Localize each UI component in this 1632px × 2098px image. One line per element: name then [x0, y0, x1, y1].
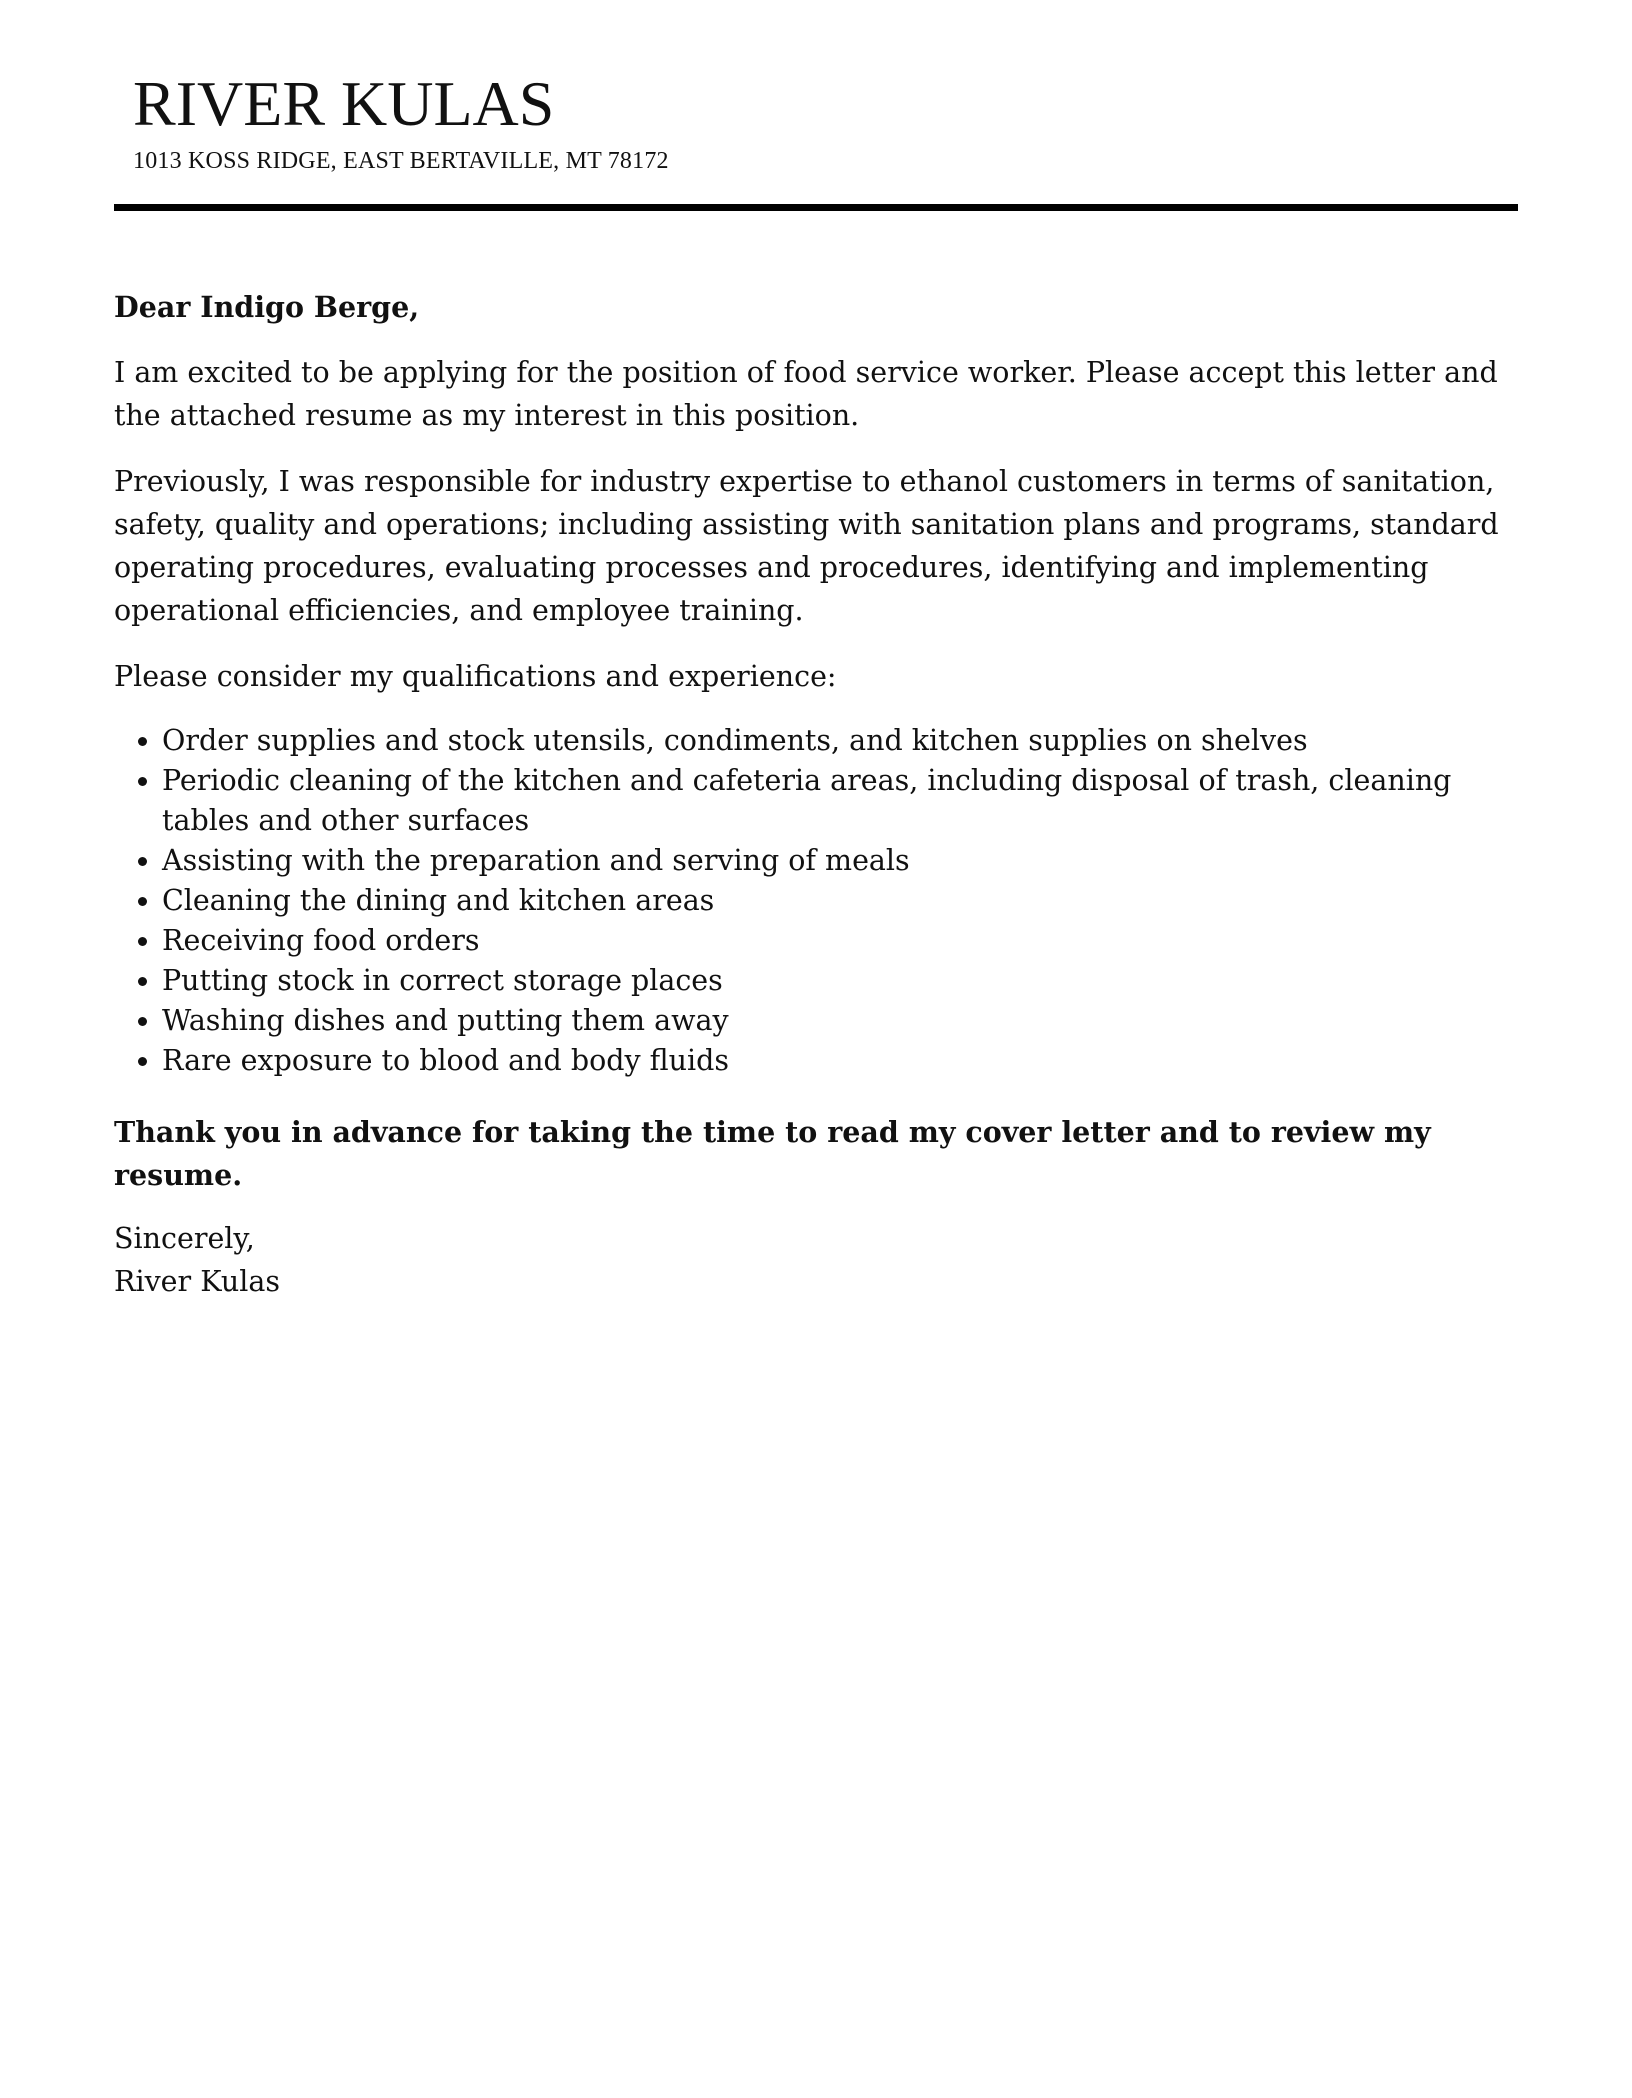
applicant-name: RIVER KULAS	[133, 68, 555, 139]
signoff: Sincerely,	[114, 1222, 255, 1255]
intro-paragraph: I am excited to be applying for the position of food service worker. Please accept this letter and the attached resume as my interest in this position.	[114, 356, 1498, 432]
list-item: • Rare exposure to blood and body fluids	[162, 1041, 1518, 1081]
qualifications-intro: Please consider my qualifications and experience:	[114, 660, 837, 693]
list-item: • Periodic cleaning of the kitchen and cafeteria areas, including disposal of trash, cleaning tables and other surfaces	[162, 761, 1518, 841]
list-item: • Order supplies and stock utensils, condiments, and kitchen supplies on shelves	[162, 721, 1518, 761]
letter-body	[114, 286, 1518, 1303]
list-item: • Cleaning the dining and kitchen areas	[162, 881, 1518, 921]
qualifications-list	[114, 721, 1518, 1081]
salutation: Dear Indigo Berge,	[114, 290, 420, 324]
experience-paragraph: Previously, I was responsible for industry expertise to ethanol customers in terms of sanitation, safety, quality and operations; including assisting with sanitation plans and programs, standard operating procedures, evaluating processes and procedures, identifying and implementing operational efficiencies, and employee training.	[114, 465, 1499, 627]
list-item: • Putting stock in correct storage places	[162, 961, 1518, 1001]
list-item: • Washing dishes and putting them away	[162, 1001, 1518, 1041]
applicant-address: 1013 KOSS RIDGE, EAST BERTAVILLE, MT 78172	[133, 148, 669, 174]
letter-header	[133, 68, 1503, 176]
list-item: • Receiving food orders	[162, 921, 1518, 961]
closing-line: Thank you in advance for taking the time to read my cover letter and to review my resume.	[114, 1115, 1431, 1192]
signature: River Kulas	[114, 1265, 280, 1298]
header-divider	[114, 204, 1518, 211]
list-item: • Assisting with the preparation and serving of meals	[162, 841, 1518, 881]
